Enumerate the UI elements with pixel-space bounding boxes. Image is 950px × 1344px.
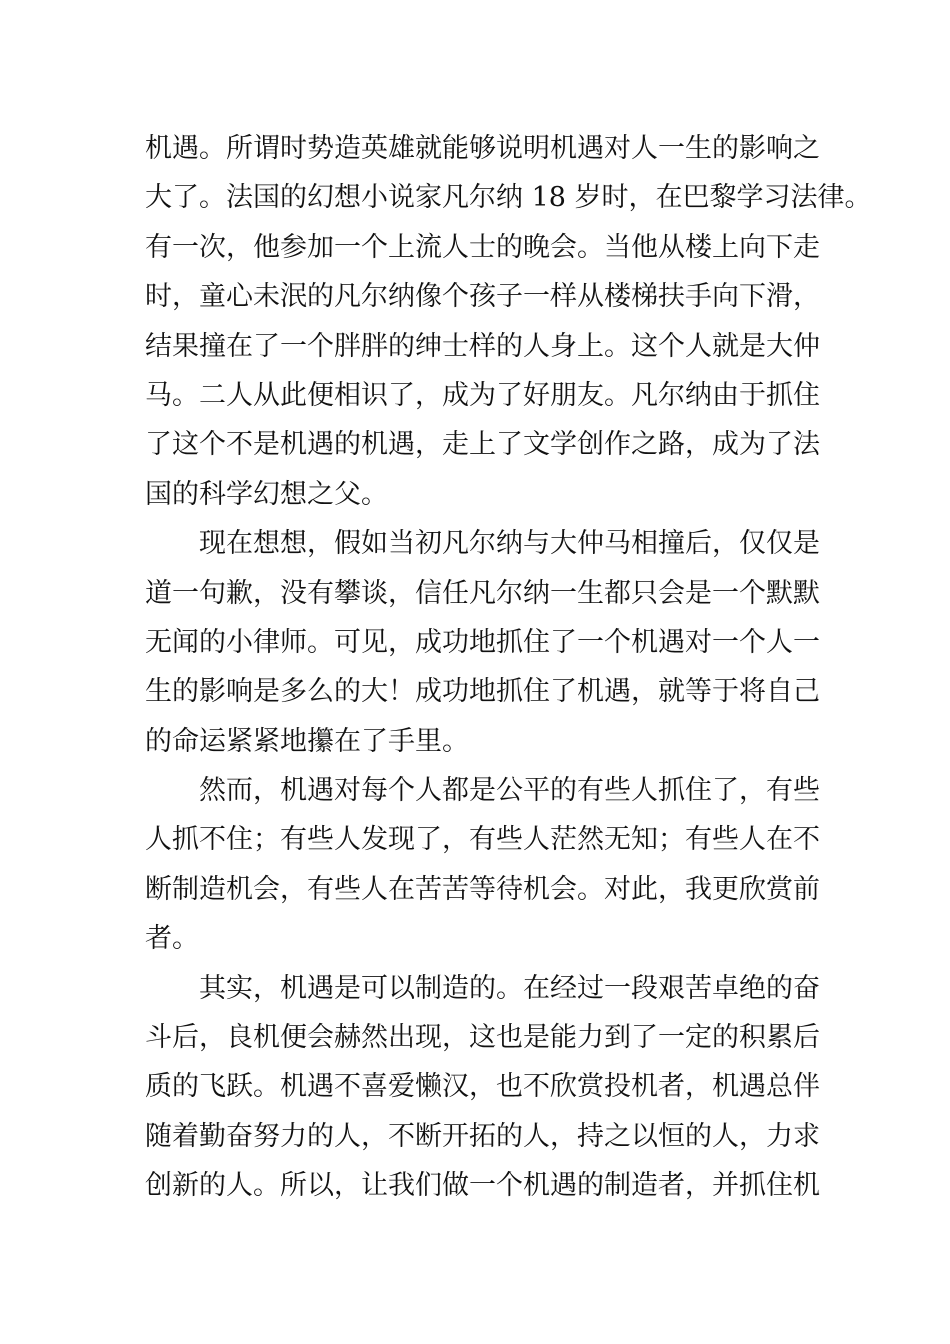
text-line: 然而，机遇对每个人都是公平的有些人抓住了，有些 <box>199 775 820 807</box>
paragraph <box>145 766 825 964</box>
text-line: 无闻的小律师。可见，成功地抓住了一个机遇对一个人一 <box>145 626 820 658</box>
paragraph <box>145 124 872 519</box>
text-line: 大了。法国的幻想小说家凡尔纳 18 岁时，在巴黎学习法律。 <box>145 182 872 214</box>
text-line: 时，童心未泯的凡尔纳像个孩子一样从楼梯扶手向下滑， <box>145 281 820 313</box>
text-line: 质的飞跃。机遇不喜爱懒汉，也不欣赏投机者，机遇总伴 <box>145 1071 820 1103</box>
text-line: 道一句歉，没有攀谈，信任凡尔纳一生都只会是一个默默 <box>145 577 820 609</box>
text-line: 生的影响是多么的大！成功地抓住了机遇，就等于将自己 <box>145 676 820 708</box>
paragraph <box>145 964 825 1211</box>
text-line: 其实，机遇是可以制造的。在经过一段艰苦卓绝的奋 <box>199 972 820 1004</box>
text-line: 国的科学幻想之父。 <box>145 478 388 510</box>
text-line: 现在想想，假如当初凡尔纳与大仲马相撞后，仅仅是 <box>199 528 820 560</box>
text-line: 机遇。所谓时势造英雄就能够说明机遇对人一生的影响之 <box>145 133 820 164</box>
paragraph <box>145 519 825 766</box>
text-line: 断制造机会，有些人在苦苦等待机会。对此，我更欣赏前 <box>145 873 820 905</box>
text-line: 者。 <box>145 923 199 955</box>
body-text <box>145 124 872 1211</box>
text-line: 随着勤奋努力的人，不断开拓的人，持之以恒的人，力求 <box>145 1120 820 1152</box>
text-line: 斗后，良机便会赫然出现，这也是能力到了一定的积累后 <box>145 1022 820 1054</box>
text-line: 结果撞在了一个胖胖的绅士样的人身上。这个人就是大仲 <box>145 330 820 362</box>
text-line: 的命运紧紧地攥在了手里。 <box>145 725 469 757</box>
text-line: 创新的人。所以，让我们做一个机遇的制造者，并抓住机 <box>145 1170 820 1202</box>
text-line: 人抓不住；有些人发现了，有些人茫然无知；有些人在不 <box>145 824 820 856</box>
text-line: 马。二人从此便相识了，成为了好朋友。凡尔纳由于抓住 <box>145 379 820 411</box>
text-line: 有一次，他参加一个上流人士的晚会。当他从楼上向下走 <box>145 231 820 263</box>
text-line: 了这个不是机遇的机遇，走上了文学创作之路，成为了法 <box>145 429 820 461</box>
